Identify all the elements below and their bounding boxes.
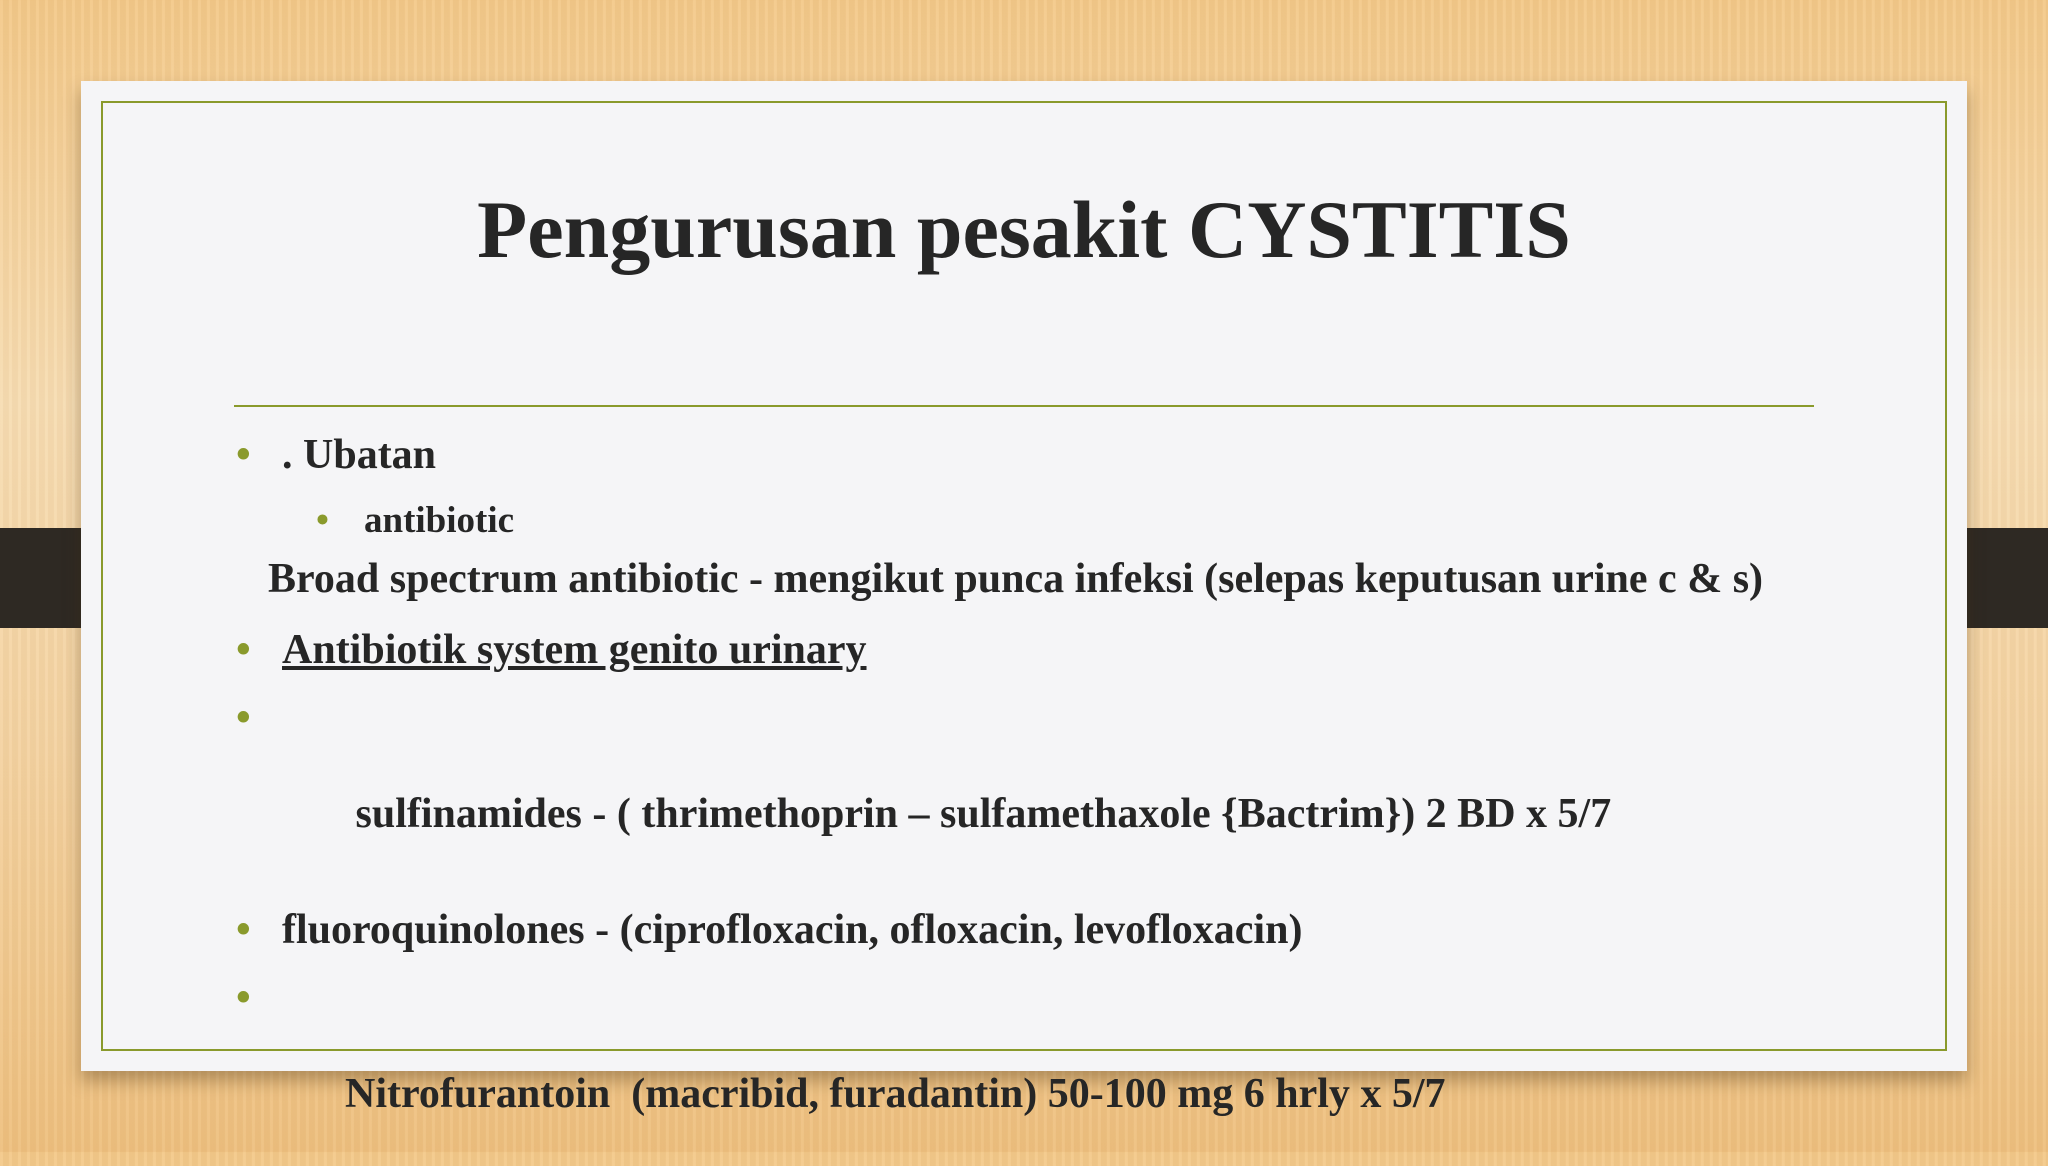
bullet-text: sulfinamides - ( thrimethoprin – sulfamethaxole {Bactrim}) 2 BD x 5/7 xyxy=(345,791,1612,837)
bullet-text: Nitrofurantoin (macribid, furadantin) 50-100 mg 6 hrly x 5/7 xyxy=(345,1071,1446,1117)
bullet-text: Antibiotik system genito urinary xyxy=(282,627,867,673)
bullet-item-ubatan xyxy=(236,431,1876,479)
slide xyxy=(81,81,1967,1117)
bullet-item-nitrofurantoin xyxy=(236,974,1876,1166)
bullet-item-fluoroquinolones xyxy=(236,906,1876,954)
slide-title: Pengurusan pesakit CYSTITIS xyxy=(477,184,1571,275)
bullet-text: fluoroquinolones - (ciprofloxacin, ofloxacin, levofloxacin) xyxy=(282,907,1303,953)
bullet-item-sulfinamides xyxy=(236,694,1876,886)
sub-bullet-item-antibiotic xyxy=(236,499,1876,543)
bullet-dot-icon: • xyxy=(236,695,251,741)
bullet-dot-icon: • xyxy=(236,627,251,673)
paragraph-text: Broad spectrum antibiotic - mengikut punca infeksi (selepas keputusan urine c & s) xyxy=(268,556,1764,602)
bullet-dot-icon: • xyxy=(236,907,251,953)
title-divider xyxy=(234,405,1814,407)
bullet-text: . Ubatan xyxy=(282,432,437,478)
bullet-dot-icon: • xyxy=(316,500,329,541)
bullet-item-genito-urinary xyxy=(236,626,1876,674)
paragraph-broad-spectrum xyxy=(268,556,1876,602)
bullet-text: antibiotic xyxy=(364,500,515,541)
bullet-dot-icon: • xyxy=(236,432,251,478)
bullet-dot-icon: • xyxy=(236,975,251,1021)
bullet-list xyxy=(236,431,1876,1166)
